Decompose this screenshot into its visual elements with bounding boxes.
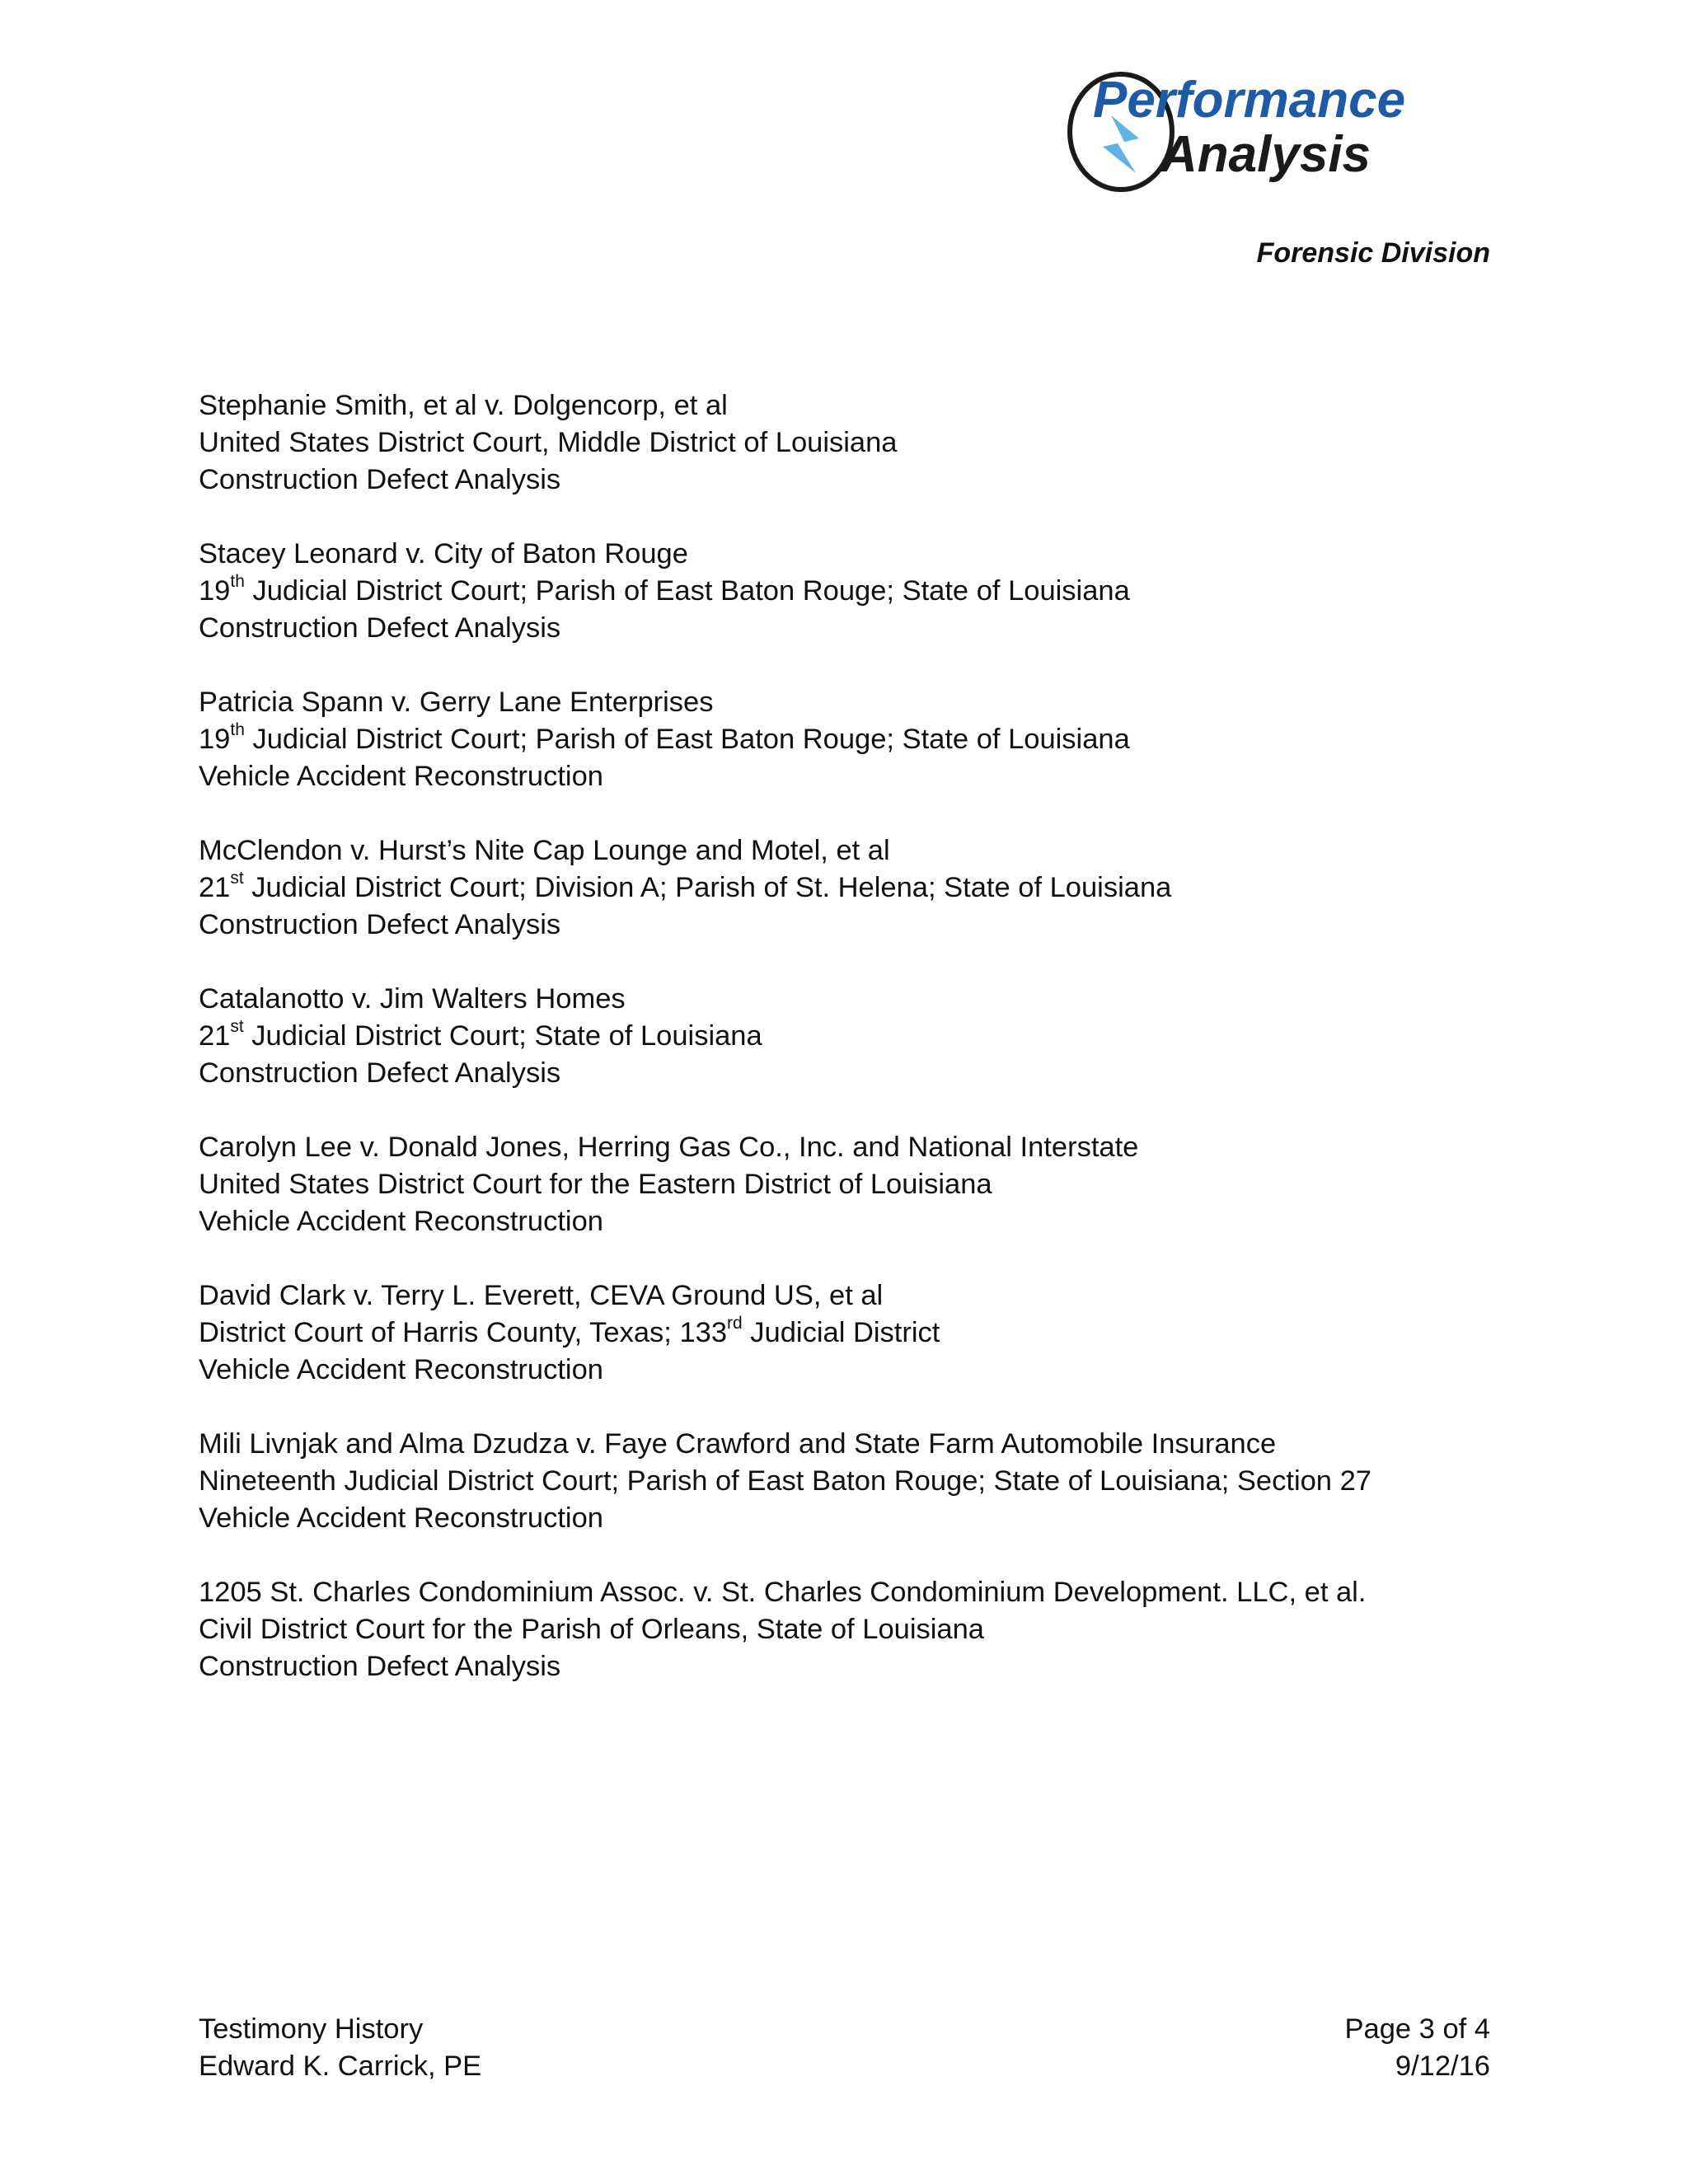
court-text: Nineteenth Judicial District Court; Parish of East Baton Rouge; State of Louisiana; Section 27 <box>199 1465 1372 1497</box>
footer-document-title: Testimony History <box>199 2013 424 2045</box>
court-prefix: 19 <box>199 575 231 607</box>
case-type: Construction Defect Analysis <box>199 909 561 940</box>
case-entry <box>199 832 1517 944</box>
case-court <box>199 1018 1517 1055</box>
case-court <box>199 424 1517 462</box>
footer-date: 9/12/16 <box>1395 2050 1490 2082</box>
logo-line-1: Performance <box>1093 72 1406 129</box>
court-ordinal: rd <box>727 1313 743 1333</box>
case-type: Construction Defect Analysis <box>199 612 561 644</box>
case-entry <box>199 387 1517 499</box>
case-entry <box>199 1574 1517 1685</box>
court-text: Civil District Court for the Parish of Orleans, State of Louisiana <box>199 1614 984 1645</box>
case-title: Carolyn Lee v. Donald Jones, Herring Gas Co., Inc. and National Interstate <box>199 1132 1139 1163</box>
case-type: Vehicle Accident Reconstruction <box>199 761 603 792</box>
case-entry <box>199 1277 1517 1389</box>
case-court <box>199 1166 1517 1203</box>
court-text: United States District Court for the Eastern District of Louisiana <box>199 1169 992 1200</box>
case-title: Mili Livnjak and Alma Dzudza v. Faye Crawford and State Farm Automobile Insurance <box>199 1428 1277 1460</box>
footer-author: Edward K. Carrick, PE <box>199 2050 482 2082</box>
court-text: Judicial District Court; Parish of East Baton Rouge; State of Louisiana <box>244 575 1130 607</box>
case-entry <box>199 536 1517 647</box>
case-title: 1205 St. Charles Condominium Assoc. v. St. Charles Condominium Development. LLC, et al. <box>199 1577 1367 1608</box>
case-title: Patricia Spann v. Gerry Lane Enterprises <box>199 687 714 718</box>
case-type: Construction Defect Analysis <box>199 1651 561 1682</box>
case-entry <box>199 1426 1517 1537</box>
court-ordinal: th <box>230 719 245 739</box>
case-type: Construction Defect Analysis <box>199 1057 561 1089</box>
case-title: David Clark v. Terry L. Everett, CEVA Ground US, et al <box>199 1280 884 1311</box>
court-prefix: 21 <box>199 1020 231 1052</box>
case-type: Vehicle Accident Reconstruction <box>199 1206 603 1237</box>
court-text: Judicial District Court; Division A; Parish of St. Helena; State of Louisiana <box>243 872 1172 903</box>
case-court <box>199 573 1517 610</box>
case-type: Vehicle Accident Reconstruction <box>199 1502 603 1534</box>
footer-right <box>1345 2011 1490 2085</box>
case-entry <box>199 1129 1517 1240</box>
court-ordinal: st <box>230 1016 244 1036</box>
court-ordinal: th <box>230 571 245 591</box>
page-number: Page 3 of 4 <box>1344 2013 1490 2045</box>
case-title: Stacey Leonard v. City of Baton Rouge <box>199 538 688 569</box>
court-text: Judicial District <box>742 1317 940 1348</box>
case-type: Vehicle Accident Reconstruction <box>199 1354 603 1385</box>
case-court <box>199 721 1517 758</box>
case-list <box>199 387 1517 1722</box>
case-entry <box>199 684 1517 795</box>
case-title: Stephanie Smith, et al v. Dolgencorp, et al <box>199 390 728 421</box>
footer-left <box>199 2011 481 2085</box>
case-court <box>199 1611 1517 1648</box>
court-prefix: District Court of Harris County, Texas; 133 <box>199 1317 728 1348</box>
court-text: Judicial District Court; State of Louisiana <box>243 1020 762 1052</box>
company-logo <box>1063 58 1492 198</box>
case-title: Catalanotto v. Jim Walters Homes <box>199 983 626 1015</box>
case-entry <box>199 981 1517 1092</box>
division-label: Forensic Division <box>1256 237 1490 269</box>
court-text: United States District Court, Middle District of Louisiana <box>199 427 898 458</box>
court-prefix: 21 <box>199 872 231 903</box>
case-court <box>199 1315 1517 1352</box>
case-court <box>199 869 1517 907</box>
case-court <box>199 1463 1517 1500</box>
court-text: Judicial District Court; Parish of East Baton Rouge; State of Louisiana <box>244 724 1130 755</box>
logo-graphic <box>1063 58 1492 198</box>
court-prefix: 19 <box>199 724 231 755</box>
logo-line-2: Analysis <box>1160 126 1372 183</box>
case-type: Construction Defect Analysis <box>199 464 561 495</box>
case-title: McClendon v. Hurst’s Nite Cap Lounge and Motel, et al <box>199 835 890 866</box>
court-ordinal: st <box>230 868 244 888</box>
